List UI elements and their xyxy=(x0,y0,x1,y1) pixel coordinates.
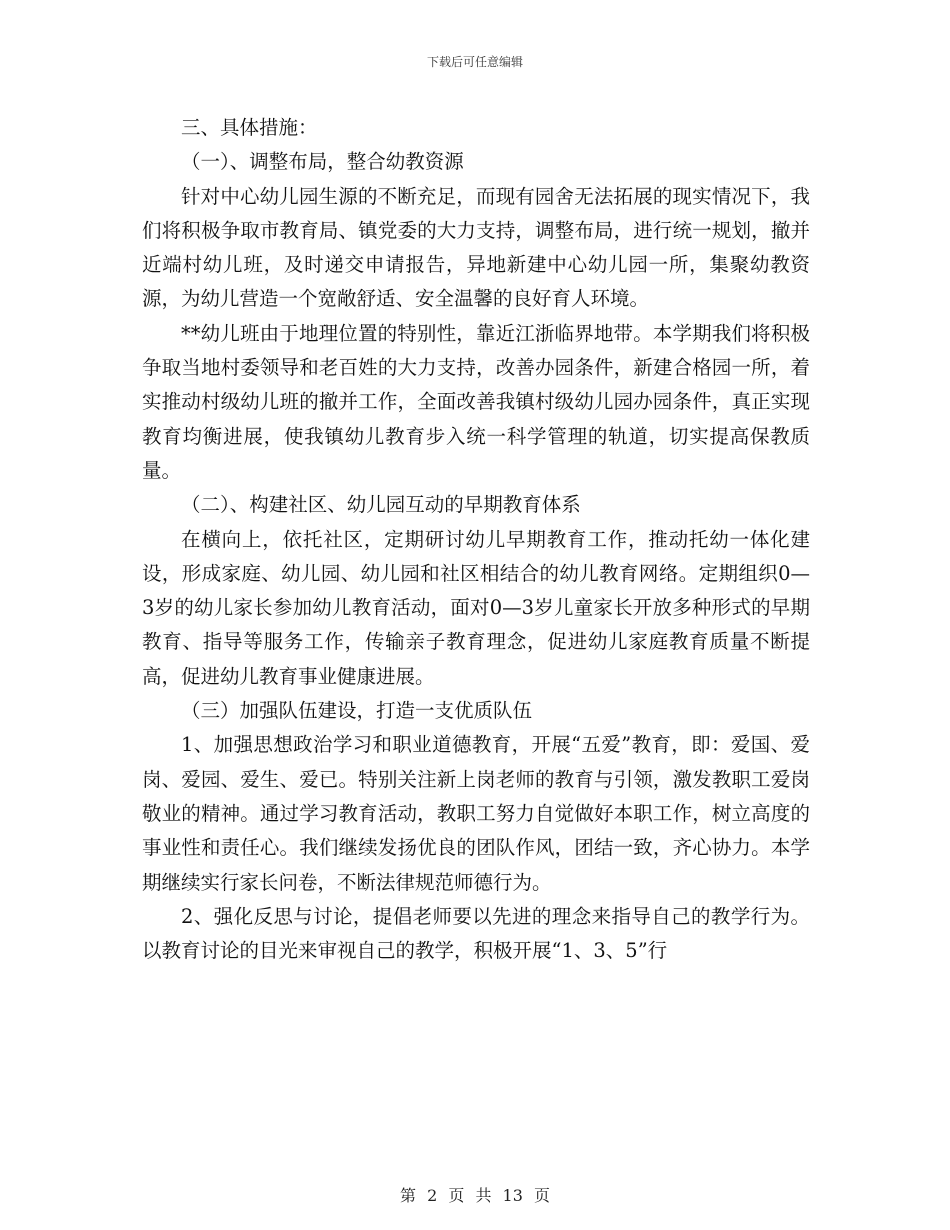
page-header-note: 下载后可任意编辑 xyxy=(426,55,523,69)
paragraph: 在横向上，依托社区，定期研讨幼儿早期教育工作，推动托幼一体化建设，形成家庭、幼儿园、幼儿园和社区相结合的幼儿教育网络。定期组织0—3岁的幼儿家长参加幼儿教育活动，面对0—3岁儿童家长开放多种形式的早期教育、指导等服务工作，传输亲子教育理念，促进幼儿家庭教育质量不断提高，促进幼儿教育事业健康进展。 xyxy=(142,527,810,688)
paragraph: 2、强化反思与讨论，提倡老师要以先进的理念来指导自己的教学行为。以教育讨论的目光来审视自己的教学，积极开展“1、3、5”行 xyxy=(142,904,810,963)
paragraph: 1、加强思想政治学习和职业道德教育，开展“五爱”教育，即：爱国、爱岗、爱园、爱生、爱已。特别关注新上岗老师的教育与引领，激发教职工爱岗敬业的精神。通过学习教育活动，教职工努力自觉做好本职工作，树立高度的事业性和责任心。我们继续发扬优良的团队作风，团结一致，齐心协力。本学期继续实行家长问卷，不断法律规范师德行为。 xyxy=(142,733,810,894)
document-body xyxy=(142,111,810,968)
subsection-heading-1: （一）、调整布局，整合幼教资源 xyxy=(181,150,464,174)
subsection-heading-2: （二）、构建社区、幼儿园互动的早期教育体系 xyxy=(181,493,581,517)
paragraph: 针对中心幼儿园生源的不断充足，而现有园舍无法拓展的现实情况下，我们将积极争取市教育局、镇党委的大力支持，调整布局，进行统一规划，撤并近端村幼儿班，及时递交申请报告，异地新建中心幼儿园一所，集聚幼教资源，为幼儿营造一个宽敞舒适、安全温馨的良好育人环境。 xyxy=(142,184,810,311)
paragraph: **幼儿班由于地理位置的特别性，靠近江浙临界地带。本学期我们将积极争取当地村委领导和老百姓的大力支持，改善办园条件，新建合格园一所，着实推动村级幼儿班的撤并工作，全面改善我镇村级幼儿园办园条件，真正实现教育均衡进展，使我镇幼儿教育步入统一科学管理的轨道，切实提高保教质量。 xyxy=(142,321,810,482)
section-heading: 三、具体措施： xyxy=(181,116,318,139)
subsection-heading-3: （三）加强队伍建设，打造一支优质队伍 xyxy=(181,699,533,723)
page-number: 第 2 页 共 13 页 xyxy=(400,1186,550,1205)
